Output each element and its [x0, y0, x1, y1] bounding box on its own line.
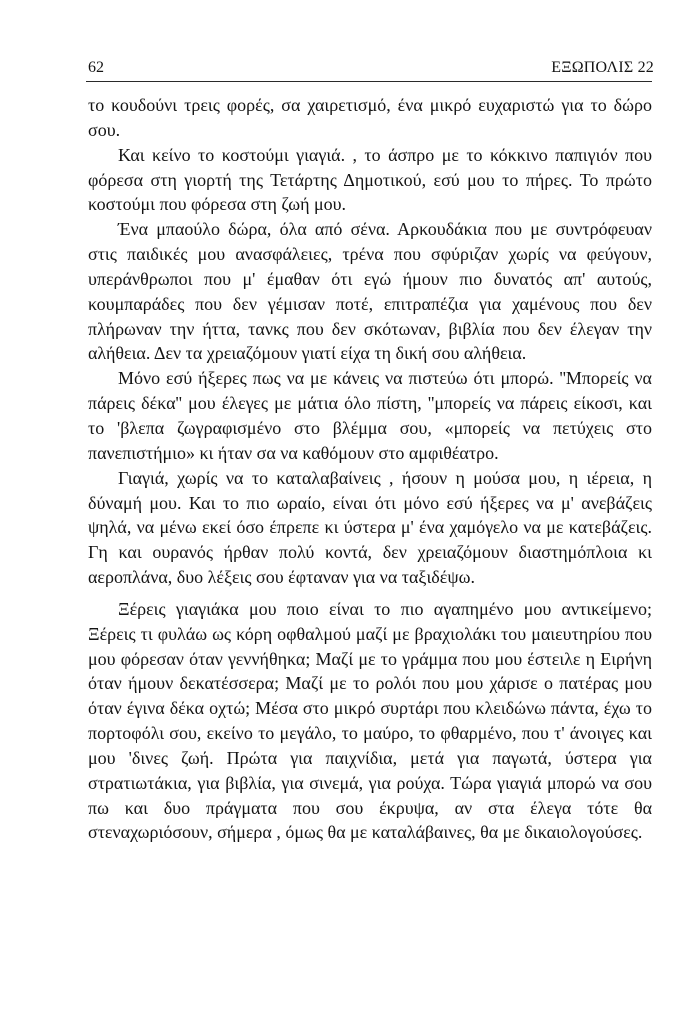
- paragraph: Και κείνο το κοστούμι γιαγιά. , το άσπρο με το κόκκινο παπιγιόν που φόρεσα στη γιορτή της Τετάρτης Δημοτικού, εσύ μου το πήρες. Το πρώτο κοστούμι που φόρεσα στη ζωή μου.: [88, 144, 652, 215]
- page-header: [88, 58, 654, 80]
- paragraph: Ξέρεις γιαγιάκα μου ποιο είναι το πιο αγαπημένο μου αντικείμενο; Ξέρεις τι φυλάω ως κόρη οφθαλμού μαζί με βραχιολάκι του μαιευτηρίου που μου φόρεσαν όταν γεννήθηκα; Μαζί με το γράμμα που μου έστειλε η Ειρήνη όταν ήμουν δεκατέσσερα; Μαζί με το ρολόι που μου χάρισε ο πατέρας μου όταν έγινα δέκα οχτώ; Μέσα στο μικρό συρτάρι που κλειδώνω πάντα, έχω το πορτοφόλι σου, εκείνο το μεγάλο, το μαύρο, το φθαρμένο, που τ' άνοιγες και μου 'δινες ζωή. Πρώτα για παιχνίδια, μετά για παγωτά, ύστερα για στρατιωτάκια, για βιβλία, για σινεμά, για ρούχα. Τώρα γιαγιά μπορώ να σου πω και δυο πράγματα που σου έκρυψα, αν στα έλεγα τότε θα στεναχωριόσουν, σήμερα , όμως θα με καταλάβαινες, θα με δικαιολογούσες.: [88, 598, 652, 843]
- page-number: 62: [88, 59, 104, 76]
- paragraph: Γιαγιά, χωρίς να το καταλαβαίνεις , ήσουν η μούσα μου, η ιέρεια, η δύναμή μου. Και το πιο ωραίο, είναι ότι μόνο εσύ ήξερες να μ' ανεβάζεις ψηλά, να μένω εκεί όσο έπρεπε κι ύστερα μ' ένα χαμόγελο να με κατεβάζεις. Γη και ουρανός ήρθαν πολύ κοντά, δεν χρειαζόμουν διαστημόπλοια κι αεροπλάνα, δυο λέξεις σου έφταναν για να ταξιδέψω.: [88, 467, 652, 588]
- paragraph: το κουδούνι τρεις φορές, σα χαιρετισμό, ένα μικρό ευχαριστώ για το δώρο σου.: [88, 95, 652, 140]
- paragraph: Μόνο εσύ ήξερες πως να με κάνεις να πιστεύω ότι μπορώ. ''Μπορείς να πάρεις δέκα'' μου έλεγες με μάτια όλο πίστη, ''μπορείς να πάρεις είκοσι, και το 'βλεπα ζωγραφισμένο στο βλέμμα σου, «μπορείς να πετύχεις στο πανεπιστήμιο» κι ήταν σα να καθόμουν στο αμφιθέατρο.: [88, 368, 652, 463]
- running-head: ΕΞΩΠΟΛΙΣ 22: [551, 59, 654, 76]
- paragraph: Ένα μπαούλο δώρα, όλα από σένα. Αρκουδάκια που με συντρόφευαν στις παιδικές μου ανασφάλειες, τρένα που σφύριζαν χωρίς να φεύγουν, υπεράνθρωποι που μ' έμαθαν ότι εγώ ήμουν πιο δυνατός απ' αυτούς, κουμπαράδες που δεν γέμισαν ποτέ, επιτραπέζια για χαμένους που δεν πλήρωναν την ήττα, τανκς που δεν σκότωναν, βιβλία που δεν έλεγαν την αλήθεια. Δεν τα χρειαζόμουν γιατί είχα τη δική σου αλήθεια.: [88, 219, 652, 364]
- header-rule: [86, 81, 652, 82]
- body-text: [88, 93, 652, 845]
